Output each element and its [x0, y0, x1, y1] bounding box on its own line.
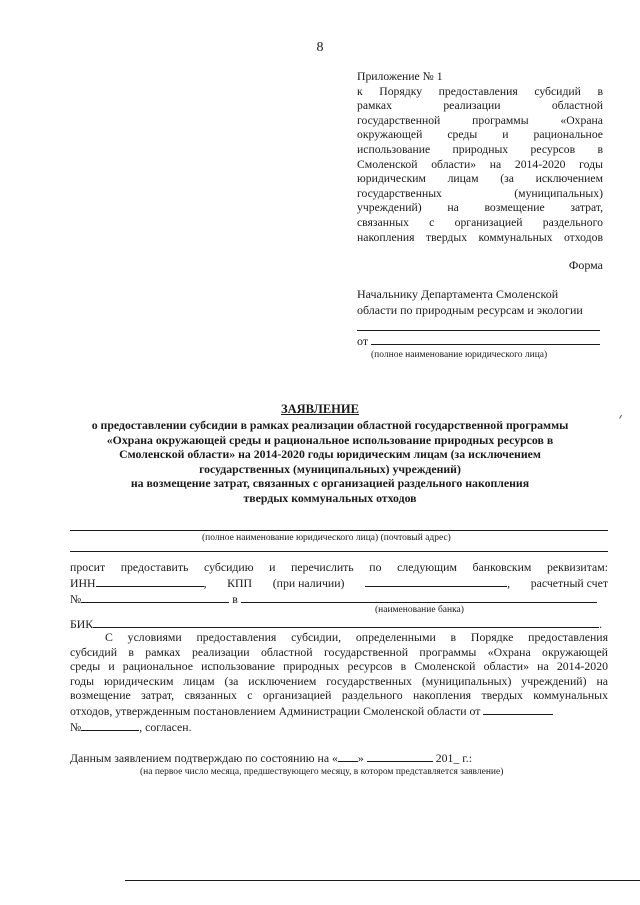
appendix-line: государственных (муниципальных)	[357, 186, 603, 200]
request-word: банковским	[472, 560, 532, 574]
bik-field[interactable]	[93, 616, 599, 628]
bank-name-field[interactable]	[241, 591, 597, 603]
kpp-note: (при наличии)	[272, 576, 345, 590]
entity-caption: (полное наименование юридического лица) (почтовый адрес)	[202, 533, 451, 543]
from-prefix: от	[357, 334, 369, 348]
appendix-line: связанных с организацией раздельного	[357, 215, 603, 229]
account-label: расчетный счет	[530, 576, 608, 590]
confirm-quote-close: »	[357, 751, 364, 765]
addressee-block	[357, 287, 607, 363]
from-caption: (полное наименование юридического лица)	[371, 349, 548, 360]
inn-kpp-line: ИНН , КПП (при наличии) , расчетный счет	[70, 576, 608, 590]
subtitle-line: государственных (муниципальных) учреждений)	[199, 461, 461, 476]
appendix-block	[357, 70, 603, 245]
entity-address-field[interactable]	[70, 547, 608, 552]
paragraph-line: возмещение затрат, связанных с организацией раздельного накопления твердых коммунальных	[70, 688, 608, 703]
appendix-line: окружающей среды и рациональное	[357, 128, 603, 142]
page-bottom-rule	[125, 880, 640, 881]
request-word: реквизитам:	[546, 560, 608, 574]
stray-mark	[619, 415, 623, 419]
request-word: просит	[70, 560, 106, 574]
paragraph-line: среды и рациональное использование природных ресурсов в Смоленской области» на 2014-2020	[70, 659, 608, 674]
appendix-line: Смоленской области» на 2014-2020 годы	[357, 157, 603, 171]
confirm-day-field[interactable]	[338, 750, 358, 762]
account-bank-line	[70, 591, 608, 607]
request-word: и	[269, 560, 276, 574]
appendix-line: к Порядку предоставления субсидий в	[357, 84, 603, 98]
confirm-line	[70, 750, 608, 766]
subtitle-line: «Охрана окружающей среды и рациональное использование природных ресурсов в	[106, 432, 554, 447]
bik-line: БИК .	[70, 617, 603, 631]
entity-name-field[interactable]	[70, 518, 608, 531]
inn-label: ИНН	[70, 576, 96, 590]
resolution-number-field[interactable]	[81, 719, 139, 731]
paragraph-line: отходов, утвержденным постановлением Администрации Смоленской области от	[70, 703, 481, 718]
agree-text: , согласен.	[139, 719, 192, 734]
paragraph-line: субсидий в рамках реализации областной государственной программы «Охрана окружающей	[70, 644, 608, 659]
document-title: ЗАЯВЛЕНИЕ	[281, 402, 359, 416]
request-word: перечислить	[291, 560, 354, 574]
inn-field[interactable]	[96, 575, 204, 587]
page-number: 8	[316, 40, 324, 55]
addressee-line-2: области по природным ресурсам и экологии	[357, 302, 583, 317]
appendix-line: государственной программы «Охрана	[357, 113, 603, 127]
kpp-field[interactable]	[365, 575, 507, 587]
addressee-line-1: Начальнику Департамента Смоленской	[357, 287, 559, 301]
kpp-label: КПП	[227, 576, 253, 590]
resolution-date-field[interactable]	[483, 703, 553, 715]
request-word: субсидию	[204, 560, 254, 574]
form-label: Форма	[568, 258, 603, 272]
confirm-month-field[interactable]	[367, 750, 433, 762]
appendix-line: использование природных ресурсов в	[357, 142, 603, 156]
paragraph-line: годы юридическим лицам (за исключением государственных (муниципальных) учреждений) на	[70, 673, 608, 688]
paragraph-line: С условиями предоставления субсидии, определенными в Порядке предоставления	[105, 630, 608, 644]
conditions-paragraph	[70, 630, 608, 734]
appendix-line: рамках реализации областной	[357, 99, 603, 113]
resolution-number-label: №	[70, 719, 82, 734]
appendix-line: накопления твердых коммунальных отходов	[357, 230, 603, 244]
confirm-caption: (на первое число месяца, предшествующего месяцу, в котором представляется заявление)	[140, 767, 504, 777]
subtitle-line: на возмещение затрат, связанных с организацией раздельного накопления	[130, 476, 530, 491]
addressee-blank-line[interactable]	[357, 318, 600, 331]
appendix-line: юридическим лицам (за исключением	[357, 172, 603, 186]
request-word: предоставить	[120, 560, 189, 574]
subtitle-line: о предоставлении субсидии в рамках реализации областной государственной программы	[91, 418, 569, 432]
request-line	[70, 560, 608, 575]
confirm-text: Данным заявлением подтверждаю по состоянию на «	[70, 751, 338, 765]
bik-label: БИК	[70, 617, 94, 631]
account-number-field[interactable]	[81, 591, 229, 603]
bank-caption: (наименование банка)	[375, 605, 464, 615]
from-entity-field[interactable]	[371, 333, 600, 345]
request-word: следующим	[397, 560, 457, 574]
subtitle-line: твердых коммунальных отходов	[243, 490, 417, 505]
appendix-line: учреждений) на возмещение затрат,	[357, 201, 603, 215]
account-number-label: №	[70, 592, 82, 606]
confirm-year: 201_ г.:	[435, 751, 473, 765]
request-word: по	[369, 560, 382, 574]
bank-in-label: в	[232, 592, 238, 606]
document-subtitle	[75, 418, 585, 506]
appendix-line: Приложение № 1	[357, 70, 443, 83]
subtitle-line: Смоленской области» на 2014-2020 годы юридическим лицам (за исключением	[119, 447, 541, 462]
